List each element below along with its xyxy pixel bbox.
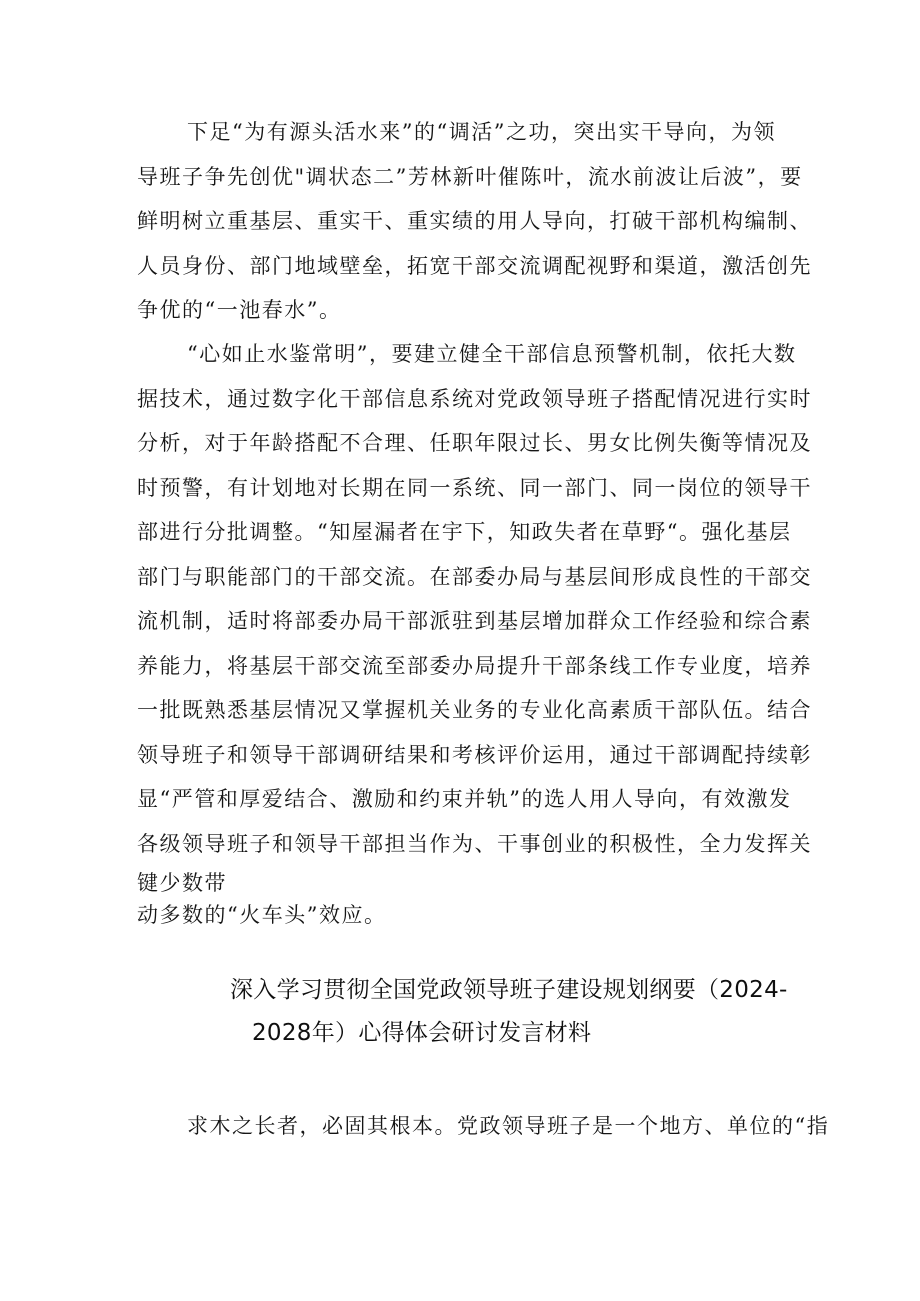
text-line: 部门与职能部门的干部交流。在部委办局与基层间形成良性的干部交 <box>137 565 812 589</box>
text-line: 部进行分批调整。“知屋漏者在宇下，知政失者在草野“。强化基层 <box>137 520 792 544</box>
title-line: 2028年）心得体会研讨发言材料 <box>252 1020 592 1046</box>
text-line: 动多数的“火车头”效应。 <box>137 903 387 927</box>
text-line: “心如止水鉴常明”，要建立健全干部信息预警机制，依托大数 <box>187 342 797 366</box>
text-line: 求木之长者，必固其根本。党政领导班子是一个地方、单位的“指 <box>187 1114 830 1138</box>
text-line: 争优的“一池春水”。 <box>137 298 342 322</box>
text-line: 鲜明树立重基层、重实干、重实绩的用人导向，打破干部机构编制、 <box>137 209 812 233</box>
text-line: 流机制，适时将部委办局干部派驻到基层增加群众工作经验和综合素 <box>137 609 812 633</box>
text-line: 据技术，通过数字化干部信息系统对党政领导班子搭配情况进行实时 <box>137 387 812 411</box>
text-line: 人员身份、部门地域壁垒，拓宽干部交流调配视野和渠道，激活创先 <box>137 254 812 278</box>
text-line: 时预警，有计划地对长期在同一系统、同一部门、同一岗位的领导干 <box>137 476 812 500</box>
text-line: 领导班子和领导干部调研结果和考核评价运用，通过干部调配持续彰 <box>137 743 812 767</box>
text-line: 显“严管和厚爱结合、激励和约束并轨”的选人用人导向，有效激发 <box>137 787 792 811</box>
text-line: 一批既熟悉基层情况又掌握机关业务的专业化高素质干部队伍。结合 <box>137 698 812 722</box>
title-line: 深入学习贯彻全国党政领导班子建设规划纲要（2024- <box>230 977 788 1003</box>
text-line: 导班子争先创优"调状态二”芳林新叶催陈叶，流水前波让后波”，要 <box>137 165 803 189</box>
text-line: 各级领导班子和领导干部担当作为、干事创业的积极性，全力发挥关 <box>137 832 812 856</box>
text-line: 养能力，将基层干部交流至部委办局提升干部条线工作专业度，培养 <box>137 654 812 678</box>
text-line: 分析，对于年龄搭配不合理、任职年限过长、男女比例失衡等情况及 <box>137 431 812 455</box>
text-line: 下足“为有源头活水来”的“调活”之功，突出实干导向，为领 <box>187 120 776 144</box>
text-line: 键少数带 <box>137 871 227 895</box>
